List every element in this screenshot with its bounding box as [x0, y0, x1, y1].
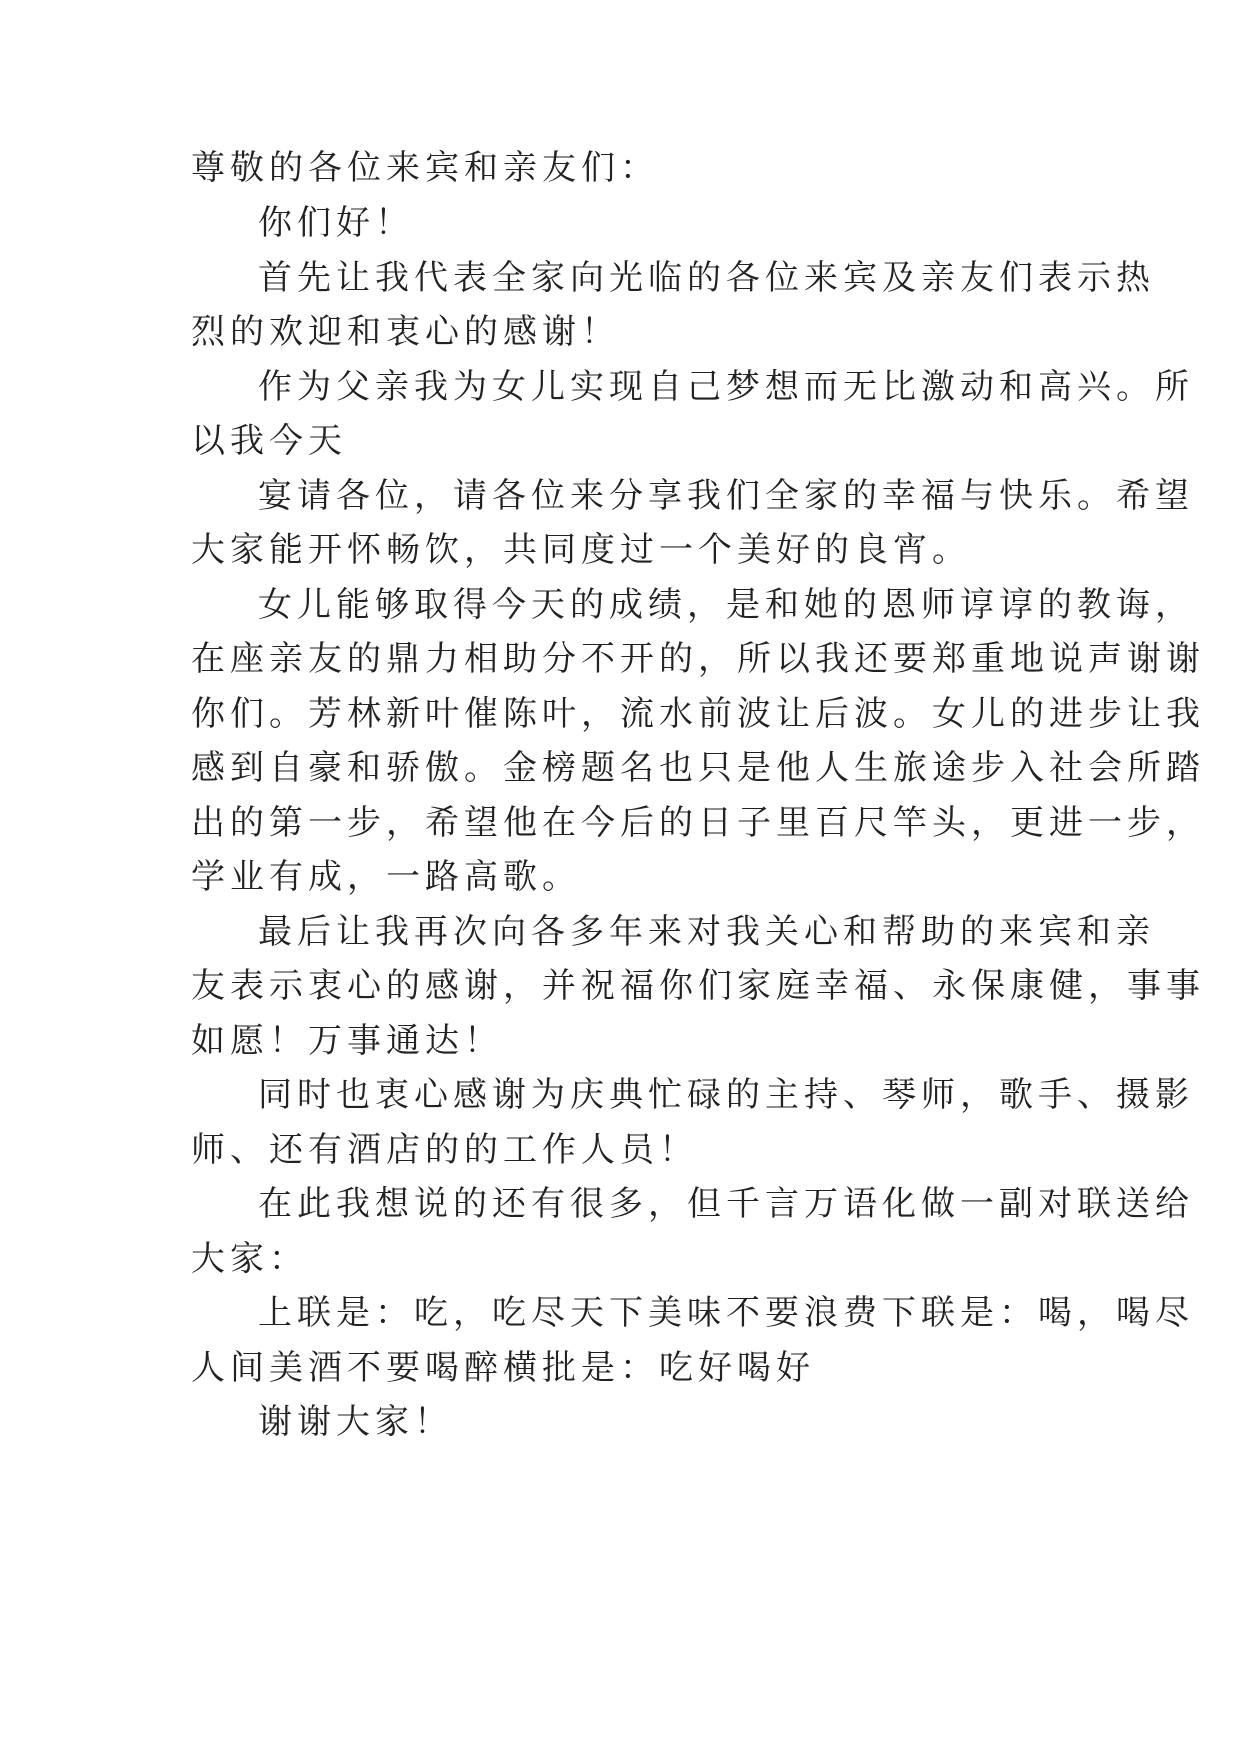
salutation: 尊敬的各位来宾和亲友们：	[191, 148, 659, 188]
paragraph-couplet-line-1: 上联是：吃，吃尽天下美味不要浪费下联是：喝，喝尽	[258, 1293, 1194, 1333]
paragraph-welcome-line-2: 烈的欢迎和衷心的感谢！	[191, 312, 620, 352]
paragraph-couplet-intro-line-1: 在此我想说的还有很多，但千言万语化做一副对联送给	[258, 1184, 1194, 1224]
paragraph-father-line-2: 以我今天	[191, 421, 347, 461]
paragraph-banquet-line-2: 大家能开怀畅饮，共同度过一个美好的良宵。	[191, 530, 971, 570]
paragraph-achievement-line-5: 出的第一步，希望他在今后的日子里百尺竿头，更进一步，	[191, 803, 1205, 843]
paragraph-father-line-1: 作为父亲我为女儿实现自己梦想而无比激动和高兴。所	[258, 367, 1194, 407]
paragraph-achievement-line-6: 学业有成，一路高歌。	[191, 857, 581, 897]
paragraph-thanks-line-2: 友表示衷心的感谢，并祝福你们家庭幸福、永保康健，事事	[191, 966, 1205, 1006]
paragraph-staff-line-2: 师、还有酒店的的工作人员！	[191, 1130, 698, 1170]
paragraph-couplet-intro-line-2: 大家：	[191, 1239, 308, 1279]
paragraph-staff-line-1: 同时也衷心感谢为庆典忙碌的主持、琴师，歌手、摄影	[258, 1075, 1194, 1115]
paragraph-achievement-line-2: 在座亲友的鼎力相助分不开的，所以我还要郑重地说声谢谢	[191, 639, 1205, 679]
paragraph-thanks-line-1: 最后让我再次向各多年来对我关心和帮助的来宾和亲	[258, 912, 1155, 952]
paragraph-thanks-line-3: 如愿！万事通达！	[191, 1021, 503, 1061]
paragraph-couplet-line-2: 人间美酒不要喝醉横批是：吃好喝好	[191, 1348, 815, 1388]
paragraph-banquet-line-1: 宴请各位，请各位来分享我们全家的幸福与快乐。希望	[258, 476, 1194, 516]
paragraph-welcome-line-1: 首先让我代表全家向光临的各位来宾及亲友们表示热	[258, 258, 1155, 298]
paragraph-achievement-line-4: 感到自豪和骄傲。金榜题名也只是他人生旅途步入社会所踏	[191, 748, 1205, 788]
closing-line: 谢谢大家！	[258, 1402, 453, 1442]
paragraph-achievement-line-1: 女儿能够取得今天的成绩，是和她的恩师谆谆的教诲，	[258, 585, 1194, 625]
paragraph-achievement-line-3: 你们。芳林新叶催陈叶，流水前波让后波。女儿的进步让我	[191, 694, 1205, 734]
greeting-line: 你们好！	[258, 203, 414, 243]
